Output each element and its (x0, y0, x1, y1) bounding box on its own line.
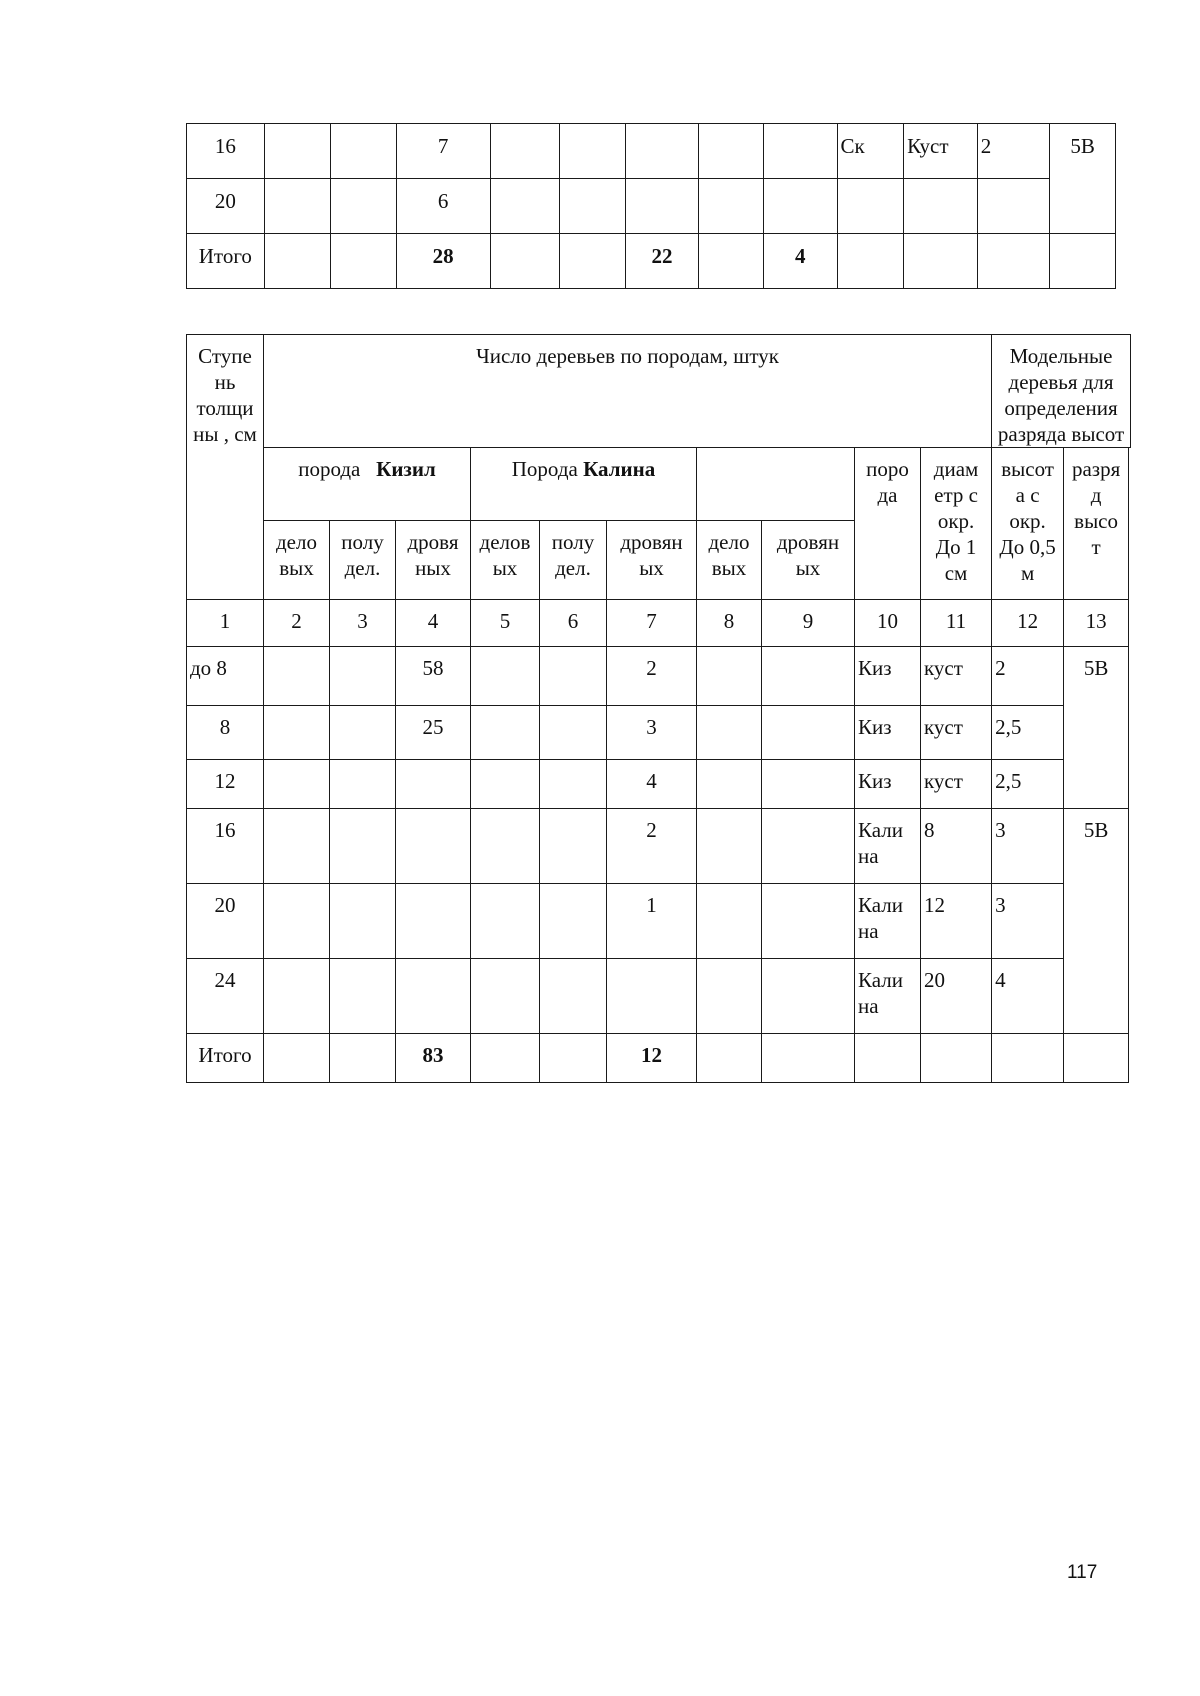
table-cell (490, 234, 560, 289)
table-cell (697, 1034, 762, 1083)
table-cell: 58 (396, 647, 471, 706)
table-cell (763, 124, 837, 179)
table-cell (471, 760, 540, 809)
table-cell (762, 760, 855, 809)
table-cell (540, 1034, 607, 1083)
table-cell: куст (921, 647, 992, 706)
table-cell (1050, 234, 1116, 289)
table-cell (763, 179, 837, 234)
column-number: 5 (471, 600, 540, 647)
table-cell (471, 809, 540, 884)
table-cell: 2,5 (992, 760, 1064, 809)
species-prefix: Порода (511, 457, 578, 481)
table-cell (331, 124, 397, 179)
table-cell (264, 959, 330, 1034)
table-cell: 28 (396, 234, 490, 289)
header-row (187, 335, 1131, 448)
table-cell: до 8 (187, 647, 264, 706)
column-number: 4 (396, 600, 471, 647)
table-cell (540, 760, 607, 809)
table-cell (490, 124, 560, 179)
table-cell (837, 179, 904, 234)
table-cell (837, 234, 904, 289)
model-trees-header: Модельные деревья для определения разряда высот (992, 335, 1131, 448)
table-cell (762, 884, 855, 959)
table-row (187, 124, 1116, 179)
sub-header: дровян ых (762, 521, 855, 600)
table-cell: Куст (904, 124, 978, 179)
table-cell: Кали на (855, 884, 921, 959)
table-cell: 4 (992, 959, 1064, 1034)
table-row (187, 706, 1131, 760)
table-cell (1064, 1034, 1129, 1083)
table-cell: 4 (607, 760, 697, 809)
table-cell: 8 (921, 809, 992, 884)
table-cell (697, 760, 762, 809)
sub-header: дело вых (264, 521, 330, 600)
table-row (187, 647, 1131, 706)
table-cell: Итого (187, 234, 265, 289)
table-cell: 22 (625, 234, 699, 289)
table-cell (607, 959, 697, 1034)
table-cell (762, 647, 855, 706)
table-cell (697, 959, 762, 1034)
table-cell: 3 (992, 884, 1064, 959)
table-cell (992, 1034, 1064, 1083)
column-number: 11 (921, 600, 992, 647)
table-cell: 3 (607, 706, 697, 760)
sub-header: полу дел. (540, 521, 607, 600)
column-number: 9 (762, 600, 855, 647)
column-number: 3 (330, 600, 396, 647)
total-row (187, 1034, 1131, 1083)
table-cell: 7 (396, 124, 490, 179)
table-cell: Киз (855, 760, 921, 809)
table-cell: 4 (763, 234, 837, 289)
table-cell (396, 760, 471, 809)
table-cell (471, 706, 540, 760)
table-cell: 1 (607, 884, 697, 959)
table-cell (490, 179, 560, 234)
table-cell (264, 706, 330, 760)
table-cell: 83 (396, 1034, 471, 1083)
table-cell: 20 (187, 179, 265, 234)
table-row (187, 179, 1116, 234)
table-cell (540, 884, 607, 959)
table-cell: Киз (855, 647, 921, 706)
table-cell (540, 647, 607, 706)
table-cell (471, 884, 540, 959)
column-number: 6 (540, 600, 607, 647)
table-cell (855, 1034, 921, 1083)
sub-header: делов ых (471, 521, 540, 600)
table-cell: 3 (992, 809, 1064, 884)
table-cell: Итого (187, 1034, 264, 1083)
table-cell (540, 809, 607, 884)
table-cell: 12 (921, 884, 992, 959)
table-cell (330, 1034, 396, 1083)
table-cell: 25 (396, 706, 471, 760)
continuation-table (186, 123, 1116, 289)
table-cell (762, 706, 855, 760)
table-cell (699, 124, 764, 179)
table-cell (264, 884, 330, 959)
sub-header: дело вых (697, 521, 762, 600)
rank-cell: 5В (1064, 809, 1129, 1034)
table-cell: 20 (921, 959, 992, 1034)
table-row (187, 760, 1131, 809)
table-cell (264, 179, 331, 234)
table-cell (904, 179, 978, 234)
tree-count-table (186, 334, 1131, 1083)
sub-header: полу дел. (330, 521, 396, 600)
table-cell: 16 (187, 124, 265, 179)
table-row (187, 959, 1131, 1034)
table-cell (330, 647, 396, 706)
column-number: 13 (1064, 600, 1129, 647)
total-row (187, 234, 1116, 289)
table-cell: 2,5 (992, 706, 1064, 760)
table-cell (471, 959, 540, 1034)
table-cell (977, 179, 1050, 234)
table-row (187, 809, 1131, 884)
table-cell (977, 234, 1050, 289)
table-cell: 24 (187, 959, 264, 1034)
species-name: Калина (583, 457, 656, 481)
species-kizil-header (264, 448, 471, 521)
column-number: 7 (607, 600, 697, 647)
column-number-row (187, 600, 1131, 647)
table-cell (921, 1034, 992, 1083)
table-cell (625, 124, 699, 179)
page-number: 117 (1067, 1562, 1098, 1583)
column-number: 10 (855, 600, 921, 647)
table-cell: куст (921, 706, 992, 760)
table-cell (396, 959, 471, 1034)
table-cell (699, 234, 764, 289)
table-cell (264, 234, 331, 289)
sub-header: дровян ых (607, 521, 697, 600)
column-number: 8 (697, 600, 762, 647)
table-cell (396, 884, 471, 959)
table-cell (330, 884, 396, 959)
table-cell: 5В (1050, 124, 1116, 234)
table-cell: 8 (187, 706, 264, 760)
table-cell: 20 (187, 884, 264, 959)
table-cell (625, 179, 699, 234)
table-cell: 2 (607, 809, 697, 884)
table-cell (762, 959, 855, 1034)
table-cell: Ск (837, 124, 904, 179)
table-cell: Кали на (855, 809, 921, 884)
table-cell (560, 234, 626, 289)
species-group-header: Число деревьев по породам, штук (264, 335, 992, 448)
thickness-header: Ступе нь толщи ны , см (187, 335, 264, 600)
table-cell (331, 179, 397, 234)
model-height-header: высот а с окр. До 0,5 м (992, 448, 1064, 600)
table-cell (396, 809, 471, 884)
table-cell: 12 (607, 1034, 697, 1083)
species-kalina-header (471, 448, 697, 521)
table-cell (330, 809, 396, 884)
table-cell: 2 (992, 647, 1064, 706)
column-number: 1 (187, 600, 264, 647)
table-cell (331, 234, 397, 289)
table-cell: куст (921, 760, 992, 809)
table-cell (264, 809, 330, 884)
table-cell (762, 809, 855, 884)
table-cell: 2 (977, 124, 1050, 179)
sub-header: дровя ных (396, 521, 471, 600)
table-cell: Кали на (855, 959, 921, 1034)
table-cell (762, 1034, 855, 1083)
table-cell: 2 (607, 647, 697, 706)
table-cell (560, 124, 626, 179)
table-cell (471, 647, 540, 706)
table-cell (264, 124, 331, 179)
table-cell (699, 179, 764, 234)
table-cell (697, 706, 762, 760)
table-cell (264, 647, 330, 706)
species-empty-header (697, 448, 855, 521)
table-row (187, 884, 1131, 959)
species-prefix: порода (298, 457, 361, 481)
model-rank-header: разря д высо т (1064, 448, 1129, 600)
table-cell (540, 706, 607, 760)
table-cell (904, 234, 978, 289)
rank-cell: 5В (1064, 647, 1129, 809)
table-cell (560, 179, 626, 234)
table-cell: 12 (187, 760, 264, 809)
table-cell (264, 1034, 330, 1083)
table-cell (330, 760, 396, 809)
column-number: 12 (992, 600, 1064, 647)
table-cell: 6 (396, 179, 490, 234)
table-cell: Киз (855, 706, 921, 760)
table-cell (697, 809, 762, 884)
table-cell (264, 760, 330, 809)
table-cell (697, 884, 762, 959)
table-cell (697, 647, 762, 706)
table-cell (540, 959, 607, 1034)
table-cell: 16 (187, 809, 264, 884)
species-name: Кизил (376, 457, 436, 481)
table-cell (330, 959, 396, 1034)
column-number: 2 (264, 600, 330, 647)
header-row (187, 448, 1131, 521)
model-species-header: поро да (855, 448, 921, 600)
table-cell (471, 1034, 540, 1083)
table-cell (330, 706, 396, 760)
model-diameter-header: диам етр с окр. До 1 см (921, 448, 992, 600)
